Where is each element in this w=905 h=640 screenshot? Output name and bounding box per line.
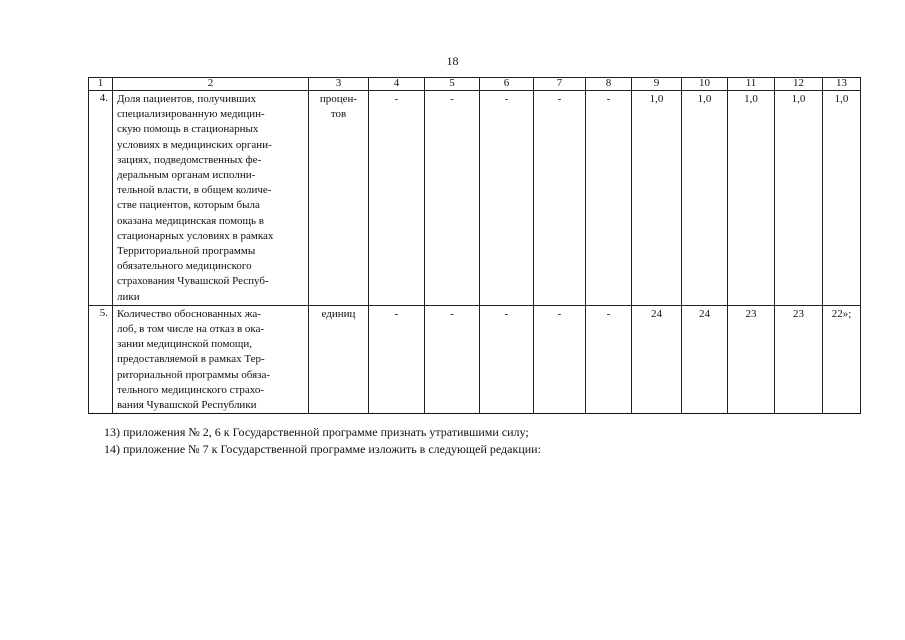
description-line: стве пациентов, которым была (117, 199, 260, 212)
page-number: 18 (446, 54, 459, 68)
value-cell: - (586, 91, 632, 306)
indicator-description (113, 91, 309, 306)
table-header-row (89, 78, 861, 91)
description-line: Доля пациентов, получивших (117, 93, 257, 105)
row-number: 4. (89, 91, 113, 306)
description-line: оказана медицинская помощь в (117, 214, 264, 227)
column-header: 4 (369, 78, 425, 91)
column-header: 6 (480, 78, 534, 91)
description-line: риториальной программы обяза- (117, 368, 271, 381)
body-text (88, 424, 860, 458)
value-cell: 24 (682, 305, 728, 413)
value-cell: 23 (775, 305, 823, 413)
column-header: 7 (534, 78, 586, 91)
description-line: условиях в медицинских органи- (117, 138, 272, 151)
column-header: 2 (113, 78, 309, 91)
description-line: страхования Чувашской Респуб- (117, 275, 269, 288)
unit-of-measure (309, 305, 369, 413)
description-line: Количество обоснованных жа- (117, 307, 261, 320)
description-line: обязательного медицинского (117, 260, 252, 273)
column-header: 5 (425, 78, 480, 91)
column-header: 13 (823, 78, 861, 91)
value-cell: 1,0 (728, 91, 775, 306)
indicators-table (88, 77, 861, 414)
value-cell: 1,0 (823, 91, 861, 306)
value-cell: - (425, 91, 480, 306)
value-cell: - (369, 305, 425, 413)
value-cell: - (369, 91, 425, 306)
column-header: 9 (632, 78, 682, 91)
description-line: Территориальной программы (117, 245, 256, 258)
value-cell: 1,0 (632, 91, 682, 306)
table-row (89, 305, 861, 413)
value-cell: - (425, 305, 480, 413)
column-header: 3 (309, 78, 369, 91)
paragraph: 13) приложения № 2, 6 к Государственной программе признать утратившими силу; (104, 425, 529, 439)
value-cell: 22»; (823, 305, 861, 413)
value-cell: - (534, 91, 586, 306)
value-cell: 24 (632, 305, 682, 413)
description-line: деральным органам исполни- (117, 169, 256, 182)
column-header: 11 (728, 78, 775, 91)
column-header: 8 (586, 78, 632, 91)
unit-line: тов (330, 108, 347, 121)
description-line: зациях, подведомственных фе- (117, 153, 262, 166)
description-line: тельной власти, в общем количе- (117, 184, 272, 197)
description-line: предоставляемой в рамках Тер- (117, 353, 265, 366)
value-cell: - (534, 305, 586, 413)
unit-of-measure (309, 91, 369, 306)
description-line: тельного медицинского страхо- (117, 383, 265, 396)
column-header: 12 (775, 78, 823, 91)
column-header: 10 (682, 78, 728, 91)
value-cell: - (480, 305, 534, 413)
description-line: вания Чувашской Республики (117, 399, 257, 412)
description-line: скую помощь в стационарных (117, 123, 259, 136)
value-cell: - (480, 91, 534, 306)
indicator-description (113, 305, 309, 413)
value-cell: - (586, 305, 632, 413)
description-line: лики (117, 290, 140, 303)
description-line: лоб, в том числе на отказ в ока- (117, 323, 265, 336)
paragraph: 14) приложение № 7 к Государственной программе изложить в следующей редакции: (104, 442, 541, 456)
unit-line: единиц (321, 307, 356, 320)
column-header: 1 (89, 78, 113, 91)
description-line: стационарных условиях в рамках (117, 229, 274, 242)
row-number: 5. (89, 305, 113, 413)
value-cell: 23 (728, 305, 775, 413)
value-cell: 1,0 (682, 91, 728, 306)
unit-line: процен- (319, 93, 358, 105)
description-line: специализированную медицин- (117, 108, 265, 121)
description-line: зании медицинской помощи, (117, 338, 253, 351)
table-row (89, 91, 861, 306)
value-cell: 1,0 (775, 91, 823, 306)
